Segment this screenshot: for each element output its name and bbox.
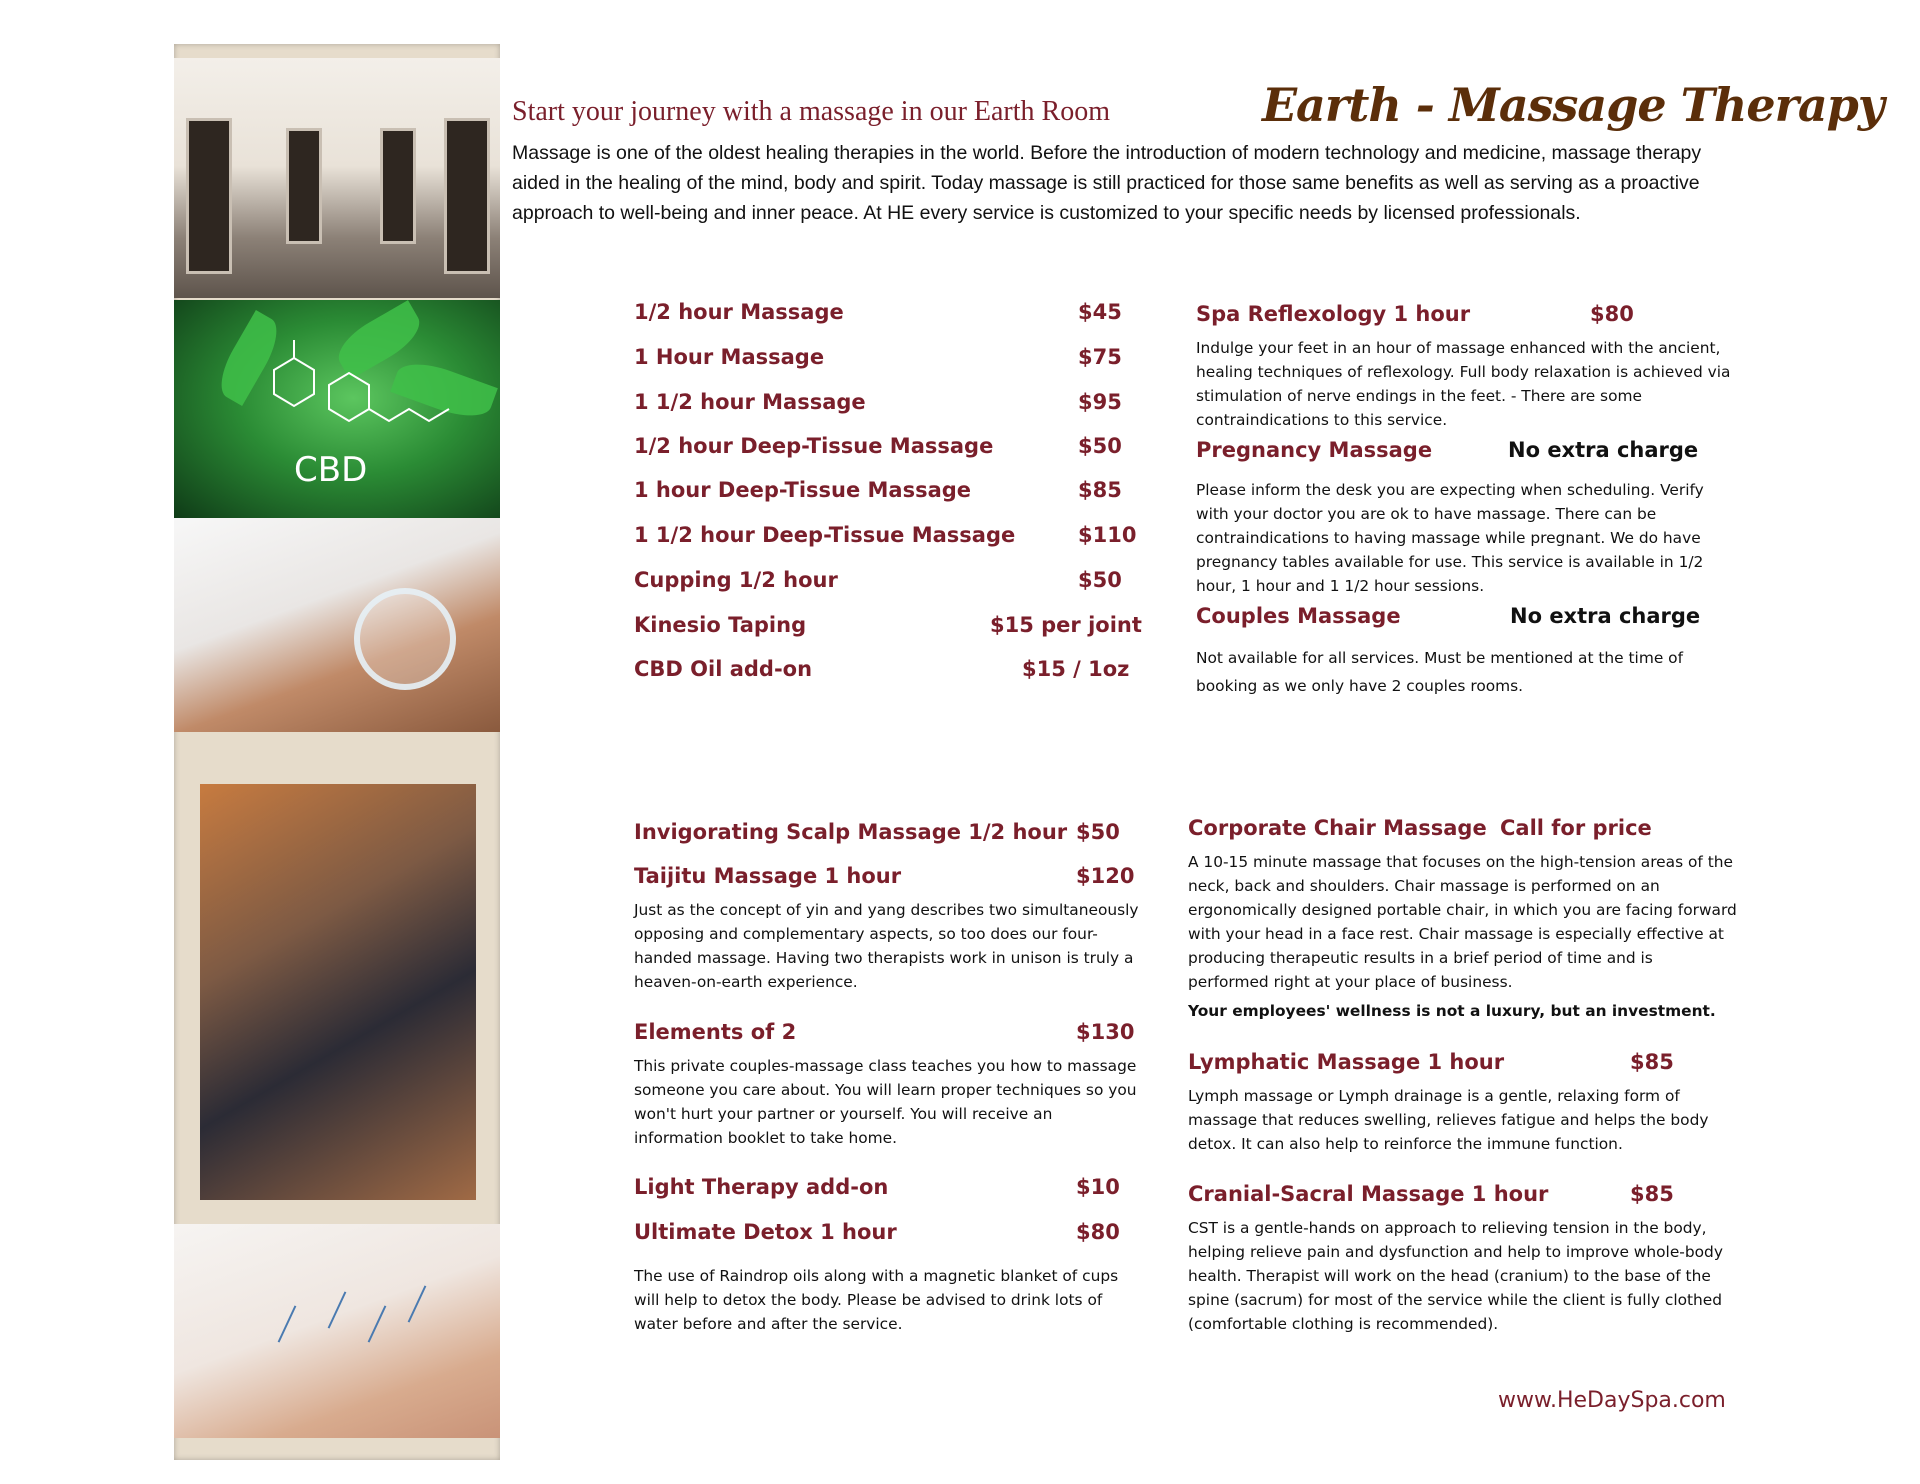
service-price: $130 xyxy=(1076,1020,1135,1044)
service-description: The use of Raindrop oils along with a magnetic blanket of cups will help to detox the body. Please be advised to drink lots of water before and after the service. xyxy=(634,1267,1119,1333)
taijitu-massage-photo xyxy=(200,784,476,1200)
service-description: Not available for all services. Must be mentioned at the time of booking as we only have 2 couples rooms. xyxy=(1196,649,1684,695)
needle-icon xyxy=(278,1305,297,1342)
cupping-photo xyxy=(174,518,500,732)
service-price: $85 xyxy=(1630,1182,1674,1206)
cup-icon xyxy=(354,588,456,690)
intro-paragraph: Massage is one of the oldest healing therapies in the world. Before the introduction of modern technology and medicine, massage therapy aided in the healing of the mind, body and spirit. Today massage is still practiced for those same benefits as well as serving as a proactive approach to well-being and inner peace. At HE every service is customized to your specific needs by licensed professionals. xyxy=(512,142,1702,224)
service-price: $50 xyxy=(1078,568,1122,592)
service-name: Kinesio Taping xyxy=(634,613,807,637)
service-name: Cupping 1/2 hour xyxy=(634,568,838,592)
door-icon xyxy=(186,118,232,274)
service-price: $10 xyxy=(1076,1175,1120,1199)
service-description: CST is a gentle-hands on approach to relieving tension in the body, helping relieve pain and dysfunction and help to improve whole-body health. Therapist will work on the head (cranium) to the base of the spine (sacrum) for most of the service while the client is fully clothed (comfortable clothing is recommended). xyxy=(1188,1219,1723,1333)
service-name: 1 1/2 hour Massage xyxy=(634,390,866,414)
service-price: $15 / 1oz xyxy=(1022,657,1130,681)
service-name: 1/2 hour Massage xyxy=(634,300,844,324)
service-price: $50 xyxy=(1076,820,1120,844)
service-name: Cranial-Sacral Massage 1 hour xyxy=(1188,1182,1549,1206)
service-price: $75 xyxy=(1078,345,1122,369)
service-price: $120 xyxy=(1076,864,1135,888)
service-name: Taijitu Massage 1 hour xyxy=(634,864,902,888)
service-price: $50 xyxy=(1078,434,1122,458)
service-name: Pregnancy Massage xyxy=(1196,438,1433,462)
service-price: Call for price xyxy=(1500,816,1652,840)
service-name: Couples Massage xyxy=(1196,604,1401,628)
service-description: Indulge your feet in an hour of massage enhanced with the ancient, healing techniques of reflexology. Full body relaxation is achieved via stimulation of nerve endings in the feet. - There are some contraindications to this service. xyxy=(1196,339,1731,429)
service-name: 1 1/2 hour Deep-Tissue Massage xyxy=(634,523,1016,547)
service-price: $15 per joint xyxy=(990,613,1142,637)
service-description: Just as the concept of yin and yang describes two simultaneously opposing and complementary aspects, so too does our four-handed massage. Having two therapists work in unison is truly a heaven-on-earth experience. xyxy=(634,901,1139,991)
cbd-label: CBD xyxy=(294,450,368,490)
service-name: Elements of 2 xyxy=(634,1020,797,1044)
service-name: 1 Hour Massage xyxy=(634,345,825,369)
service-name: Invigorating Scalp Massage 1/2 hour xyxy=(634,820,1068,844)
needle-icon xyxy=(368,1305,387,1342)
needle-icon xyxy=(408,1285,427,1322)
service-name: Ultimate Detox 1 hour xyxy=(634,1220,897,1244)
service-price: $80 xyxy=(1590,302,1634,326)
service-price: $85 xyxy=(1078,478,1122,502)
service-description: Please inform the desk you are expecting when scheduling. Verify with your doctor you are ok to have massage. There can be contraindications to having massage while pregnant. We do have pregnancy tables available for use. This service is available in 1/2 hour, 1 hour and 1 1/2 hour sessions. xyxy=(1196,481,1704,595)
cbd-photo xyxy=(174,300,500,518)
brand-title: Earth - Massage Therapy xyxy=(1262,78,1884,132)
door-icon xyxy=(380,128,416,244)
needle-icon xyxy=(328,1291,347,1328)
molecule-icon xyxy=(204,320,484,460)
intro-heading: Start your journey with a massage in our Earth Room xyxy=(512,96,1110,127)
website-link[interactable]: www.HeDaySpa.com xyxy=(1498,1388,1726,1413)
service-description: A 10-15 minute massage that focuses on the high-tension areas of the neck, back and shoulders. Chair massage is performed on an ergonomically designed portable chair, in which you are facing forward with your head in a face rest. Chair massage is especially effective at producing therapeutic results in a brief period of time and is performed right at your place of business. xyxy=(1188,853,1737,991)
service-name: CBD Oil add-on xyxy=(634,657,813,681)
service-name: 1 hour Deep-Tissue Massage xyxy=(634,478,972,502)
acupuncture-photo xyxy=(174,1224,500,1438)
service-description: This private couples-massage class teaches you how to massage someone you care about. You will learn proper techniques so you won't hurt your partner or yourself. You will receive an information booklet to take home. xyxy=(634,1057,1137,1147)
service-price: No extra charge xyxy=(1510,604,1701,628)
service-price: $95 xyxy=(1078,390,1122,414)
service-price: $110 xyxy=(1078,523,1137,547)
door-icon xyxy=(286,128,322,244)
door-icon xyxy=(444,118,490,274)
service-price: $85 xyxy=(1630,1050,1674,1074)
service-name: Spa Reflexology 1 hour xyxy=(1196,302,1471,326)
hallway-photo xyxy=(174,58,500,298)
service-description: Lymph massage or Lymph drainage is a gentle, relaxing form of massage that reduces swelling, relieves fatigue and helps the body detox. It can also help to reinforce the immune function. xyxy=(1188,1087,1709,1153)
service-price: No extra charge xyxy=(1508,438,1699,462)
service-price: $80 xyxy=(1076,1220,1120,1244)
service-name: 1/2 hour Deep-Tissue Massage xyxy=(634,434,994,458)
service-name: Corporate Chair Massage xyxy=(1188,816,1487,840)
service-name: Lymphatic Massage 1 hour xyxy=(1188,1050,1505,1074)
corporate-tagline: Your employees' wellness is not a luxury, but an investment. xyxy=(1188,1002,1716,1020)
service-price: $45 xyxy=(1078,300,1122,324)
service-name: Light Therapy add-on xyxy=(634,1175,889,1199)
